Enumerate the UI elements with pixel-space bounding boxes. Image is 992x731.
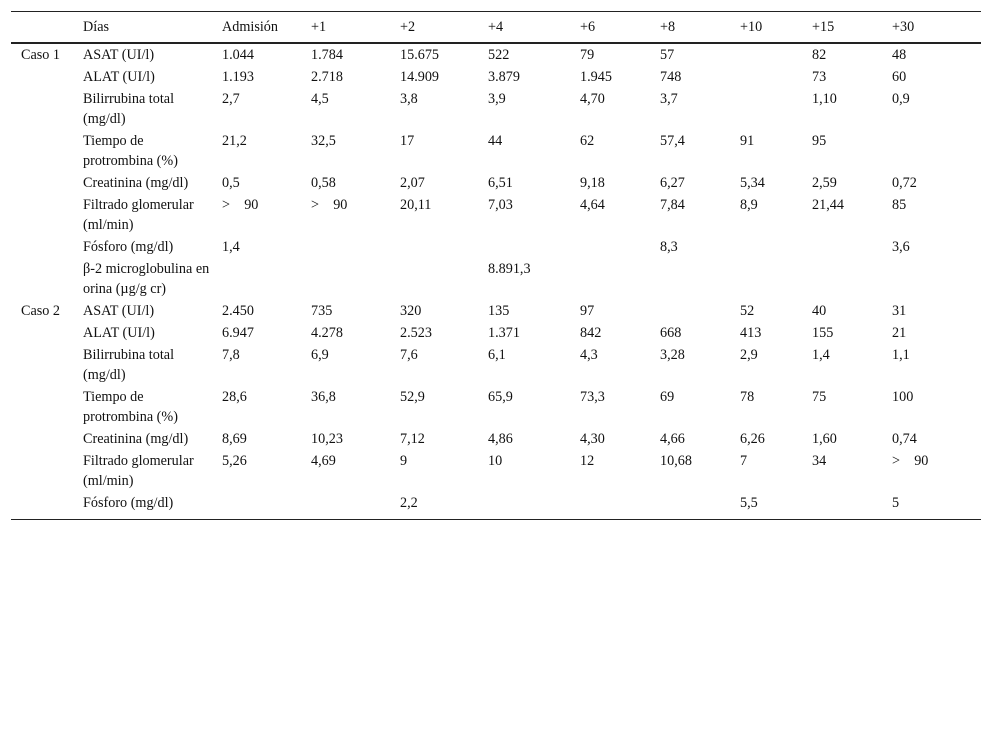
value-cell: 842 (580, 325, 602, 341)
table-row (11, 88, 981, 130)
case-label-empty (11, 130, 83, 172)
value-cell: 5,34 (740, 175, 765, 191)
parameter-label: ALAT (UI/l) (83, 69, 155, 85)
value-cell: 28,6 (222, 389, 247, 405)
value-cell: 2,2 (400, 495, 418, 511)
parameter-label: Bilirrubina total (mg/dl) (83, 91, 175, 127)
value-cell: 7,84 (660, 197, 685, 213)
parameter-label: Filtrado glomerular (ml/min) (83, 453, 194, 489)
value-cell: 60 (892, 69, 907, 85)
parameter-label: Filtrado glomerular (ml/min) (83, 197, 194, 233)
value-cell (311, 258, 400, 300)
value-cell: 1.044 (222, 47, 254, 63)
value-cell: 79 (580, 47, 595, 63)
value-cell: 4,5 (311, 91, 329, 107)
value-cell: 57,4 (660, 133, 685, 149)
value-cell: 20,11 (400, 197, 432, 213)
value-cell: 15.675 (400, 47, 440, 63)
header-cell: +15 (812, 19, 835, 35)
case-label-empty (11, 66, 83, 88)
value-cell: 14.909 (400, 69, 440, 85)
parameter-label: Fósforo (mg/dl) (83, 239, 174, 255)
value-cell: 62 (580, 133, 595, 149)
value-cell: 4.278 (311, 325, 343, 341)
value-cell: 34 (812, 453, 827, 469)
value-cell: 3,6 (892, 239, 910, 255)
value-cell (892, 130, 981, 172)
value-cell (222, 258, 311, 300)
value-cell: 4,86 (488, 431, 513, 447)
header-cell: +4 (488, 19, 504, 35)
table-row (11, 300, 981, 322)
value-cell: 10 (488, 453, 503, 469)
value-cell: 32,5 (311, 133, 336, 149)
value-cell (580, 492, 660, 520)
value-cell: 10,23 (311, 431, 343, 447)
value-cell: 21 (892, 325, 907, 341)
value-cell: 3,28 (660, 347, 685, 363)
value-cell: 748 (660, 69, 682, 85)
parameter-label: Creatinina (mg/dl) (83, 175, 189, 191)
value-cell: 12 (580, 453, 595, 469)
value-cell: 2.523 (400, 325, 432, 341)
value-cell: 9 (400, 453, 408, 469)
header-cell: +1 (311, 19, 327, 35)
value-cell (222, 492, 311, 520)
value-cell: 21,44 (812, 197, 844, 213)
lab-values-table (11, 11, 981, 520)
parameter-label: ASAT (UI/l) (83, 47, 155, 63)
value-cell: 0,9 (892, 91, 910, 107)
value-cell: 73 (812, 69, 827, 85)
value-cell: 4,64 (580, 197, 605, 213)
value-cell: 31 (892, 303, 907, 319)
table-row (11, 322, 981, 344)
value-cell (660, 300, 740, 322)
value-cell (488, 236, 580, 258)
value-cell: 668 (660, 325, 682, 341)
case-label-empty (11, 344, 83, 386)
parameter-label: Tiempo de protrombina (%) (83, 389, 178, 425)
value-cell: 36,8 (311, 389, 336, 405)
value-cell: 413 (740, 325, 762, 341)
value-cell: 0,74 (892, 431, 917, 447)
case-label-empty (11, 88, 83, 130)
header-cell: +8 (660, 19, 676, 35)
value-cell: 3,7 (660, 91, 678, 107)
value-cell: 155 (812, 325, 834, 341)
value-cell: 2,07 (400, 175, 425, 191)
value-cell: 6,26 (740, 431, 765, 447)
value-cell: 1,10 (812, 91, 837, 107)
value-cell (740, 236, 812, 258)
value-cell: > 90 (892, 453, 929, 469)
value-cell: 5 (892, 495, 900, 511)
value-cell (740, 258, 812, 300)
table-row (11, 450, 981, 492)
value-cell: 0,72 (892, 175, 917, 191)
table-row (11, 66, 981, 88)
value-cell: 4,69 (311, 453, 336, 469)
table-body (11, 43, 981, 520)
table-row (11, 492, 981, 520)
value-cell: 91 (740, 133, 755, 149)
value-cell: 17 (400, 133, 415, 149)
value-cell: 7,8 (222, 347, 240, 363)
value-cell: 6,27 (660, 175, 685, 191)
value-cell: 97 (580, 303, 595, 319)
table-row (11, 344, 981, 386)
value-cell (488, 492, 580, 520)
value-cell: 1.371 (488, 325, 520, 341)
value-cell (580, 236, 660, 258)
value-cell: 2.718 (311, 69, 343, 85)
value-cell: 4,3 (580, 347, 598, 363)
value-cell: > 90 (311, 197, 348, 213)
parameter-label: Fósforo (mg/dl) (83, 495, 174, 511)
value-cell: > 90 (222, 197, 259, 213)
case-label-empty (11, 450, 83, 492)
case-label-empty (11, 492, 83, 520)
parameter-label: Bilirrubina total (mg/dl) (83, 347, 175, 383)
value-cell (740, 88, 812, 130)
value-cell (660, 492, 740, 520)
header-cell: Admisión (222, 19, 278, 35)
value-cell: 5,5 (740, 495, 758, 511)
value-cell: 6,9 (311, 347, 329, 363)
value-cell: 0,5 (222, 175, 240, 191)
value-cell: 7,6 (400, 347, 418, 363)
table-row (11, 386, 981, 428)
case-label-empty (11, 258, 83, 300)
value-cell (400, 236, 488, 258)
value-cell: 52,9 (400, 389, 425, 405)
value-cell: 3,9 (488, 91, 506, 107)
value-cell: 73,3 (580, 389, 605, 405)
value-cell (812, 258, 892, 300)
header-cell: Días (83, 19, 110, 35)
value-cell: 7,03 (488, 197, 513, 213)
value-cell: 8.891,3 (488, 261, 531, 277)
parameter-label: ALAT (UI/l) (83, 325, 155, 341)
value-cell: 9,18 (580, 175, 605, 191)
value-cell: 75 (812, 389, 827, 405)
value-cell: 57 (660, 47, 675, 63)
case-label-empty (11, 236, 83, 258)
value-cell: 1.193 (222, 69, 254, 85)
value-cell: 65,9 (488, 389, 513, 405)
value-cell: 40 (812, 303, 827, 319)
value-cell: 82 (812, 47, 827, 63)
parameter-label: Creatinina (mg/dl) (83, 431, 189, 447)
header-cell: +2 (400, 19, 416, 35)
case-label: Caso 2 (21, 303, 61, 319)
case-label-empty (11, 386, 83, 428)
value-cell: 5,26 (222, 453, 247, 469)
value-cell: 6,1 (488, 347, 506, 363)
parameter-label: ASAT (UI/l) (83, 303, 155, 319)
parameter-label: β-2 microglobulina en orina (µg/g cr) (83, 261, 210, 297)
value-cell (311, 236, 400, 258)
value-cell: 4,70 (580, 91, 605, 107)
value-cell: 10,68 (660, 453, 692, 469)
value-cell: 4,66 (660, 431, 685, 447)
value-cell: 48 (892, 47, 907, 63)
value-cell: 135 (488, 303, 510, 319)
value-cell: 8,9 (740, 197, 758, 213)
value-cell: 2,9 (740, 347, 758, 363)
value-cell: 7,12 (400, 431, 425, 447)
value-cell (812, 236, 892, 258)
parameter-label: Tiempo de protrombina (%) (83, 133, 178, 169)
value-cell: 1,4 (222, 239, 240, 255)
value-cell: 1,60 (812, 431, 837, 447)
header-cell: +6 (580, 19, 596, 35)
value-cell: 2,7 (222, 91, 240, 107)
value-cell: 0,58 (311, 175, 336, 191)
table-row (11, 194, 981, 236)
table-row (11, 428, 981, 450)
value-cell (400, 258, 488, 300)
case-label: Caso 1 (21, 47, 61, 63)
value-cell: 1,4 (812, 347, 830, 363)
value-cell: 100 (892, 389, 914, 405)
table-row (11, 172, 981, 194)
value-cell (812, 492, 892, 520)
value-cell (580, 258, 660, 300)
case-label-empty (11, 428, 83, 450)
table-row (11, 130, 981, 172)
value-cell: 522 (488, 47, 510, 63)
case-label-empty (11, 322, 83, 344)
value-cell: 6,51 (488, 175, 513, 191)
value-cell: 7 (740, 453, 748, 469)
value-cell: 85 (892, 197, 907, 213)
case-label-empty (11, 172, 83, 194)
header-cell (11, 12, 83, 44)
value-cell (892, 258, 981, 300)
value-cell: 52 (740, 303, 755, 319)
value-cell: 95 (812, 133, 827, 149)
value-cell: 1.784 (311, 47, 343, 63)
value-cell: 8,3 (660, 239, 678, 255)
table-row (11, 236, 981, 258)
value-cell: 21,2 (222, 133, 247, 149)
value-cell: 44 (488, 133, 503, 149)
value-cell: 78 (740, 389, 755, 405)
value-cell (311, 492, 400, 520)
header-cell: +10 (740, 19, 763, 35)
table-row (11, 258, 981, 300)
value-cell (740, 66, 812, 88)
value-cell: 1,1 (892, 347, 910, 363)
header-cell: +30 (892, 19, 915, 35)
value-cell: 1.945 (580, 69, 612, 85)
value-cell: 69 (660, 389, 675, 405)
case-label-empty (11, 194, 83, 236)
value-cell: 2.450 (222, 303, 254, 319)
table-row (11, 43, 981, 66)
lab-table-container (11, 11, 981, 520)
value-cell: 735 (311, 303, 333, 319)
value-cell (660, 258, 740, 300)
value-cell (740, 43, 812, 66)
value-cell: 4,30 (580, 431, 605, 447)
value-cell: 3,8 (400, 91, 418, 107)
value-cell: 3.879 (488, 69, 520, 85)
value-cell: 320 (400, 303, 422, 319)
value-cell: 8,69 (222, 431, 247, 447)
table-header-row (11, 12, 981, 44)
value-cell: 2,59 (812, 175, 837, 191)
value-cell: 6.947 (222, 325, 254, 341)
